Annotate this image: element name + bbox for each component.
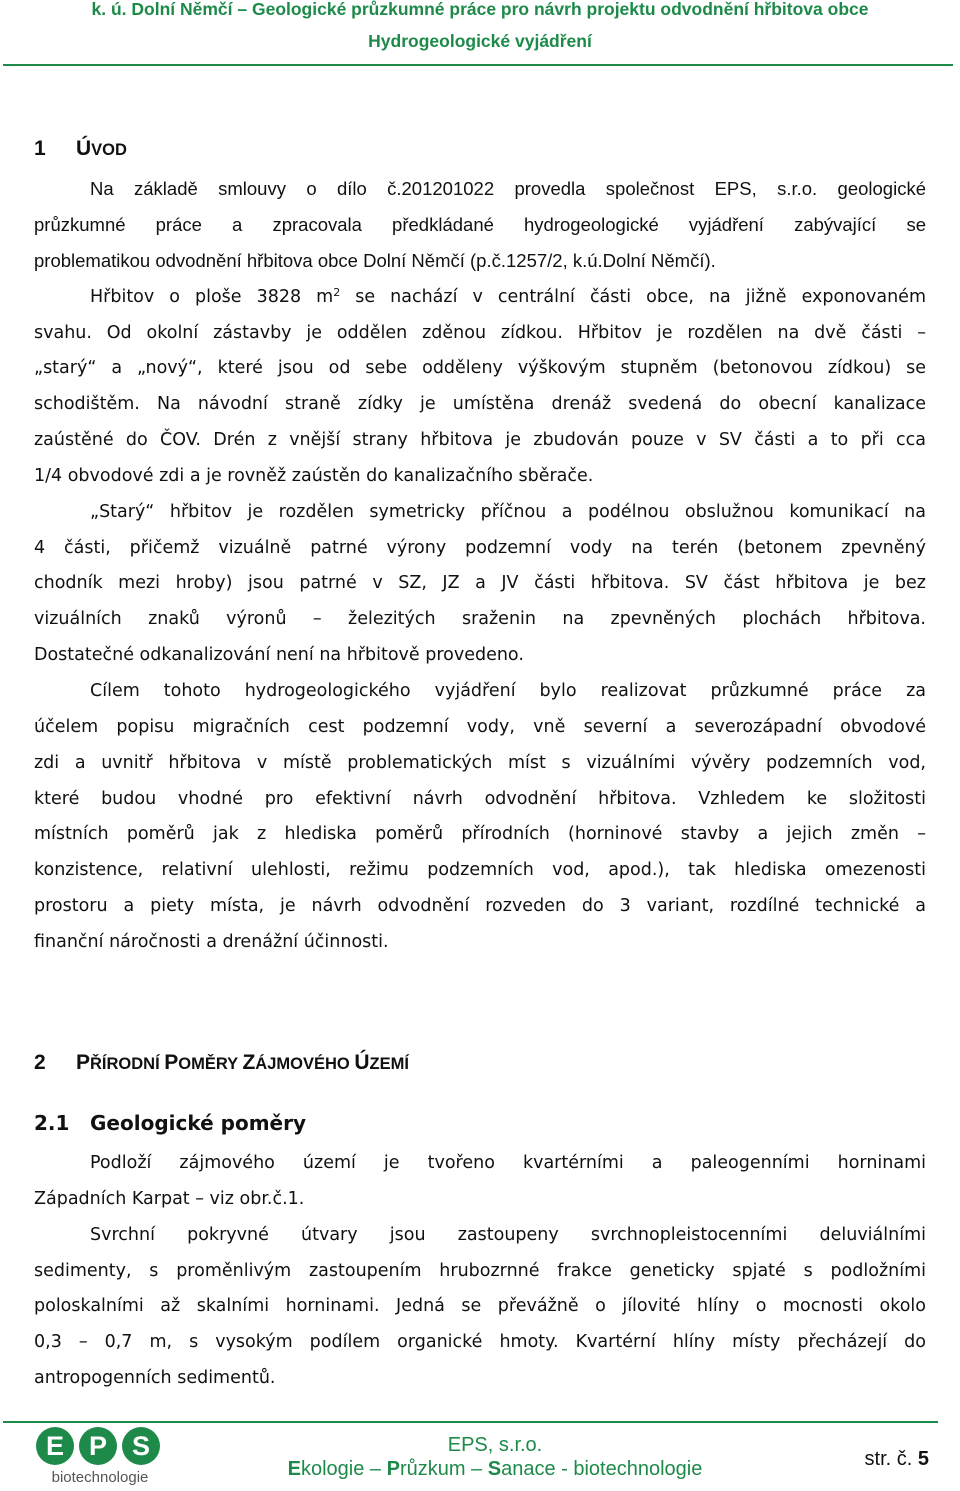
paragraph-line: místních poměrů jak z hlediska poměrů přírodních (horninové stavby a jejich změn – (34, 824, 926, 844)
paragraph-line: poloskalními až skalními horninami. Jedná se převážně o jílovité hlíny o mocnosti okolo (34, 1296, 926, 1316)
section-number: 1 (34, 137, 46, 160)
footer-company: EPS, s.r.o. (447, 1434, 543, 1456)
logo-letter: P (88, 1431, 108, 1461)
footer-divider (3, 1421, 938, 1423)
logo-subtitle: biotechnologie (51, 1469, 149, 1486)
logo-letter: S (131, 1431, 151, 1461)
paragraph-line: 4 části, přičemž vizuálně patrné výrony podzemní vody na terén (betonem zpevněný (34, 538, 926, 558)
header-divider (3, 64, 953, 66)
section-number: 2 (34, 1051, 46, 1074)
paragraph-line: průzkumné práce a zpracovala předkládané hydrogeologické vyjádření zabývající se (34, 214, 926, 235)
logo-letter: E (45, 1431, 65, 1461)
paragraph-line: Západních Karpat – viz obr.č.1. (34, 1189, 305, 1209)
paragraph-line: zaústěné do ČOV. Drén z vnější strany hřbitova je zbudován pouze v SV části a to při cca (34, 430, 926, 450)
paragraph-line: chodník mezi hroby) jsou patrné v SZ, JZ a JV části hřbitova. SV část hřbitova je bez (34, 573, 926, 593)
paragraph-line: antropogenních sedimentů. (34, 1368, 276, 1388)
header-title: k. ú. Dolní Němčí – Geologické průzkumné práce pro návrh projektu odvodnění hřbitova obce (91, 0, 869, 19)
paragraph-line: Podloží zájmového území je tvořeno kvartérními a paleogenními horninami (90, 1153, 926, 1173)
paragraph-line: Cílem tohoto hydrogeologického vyjádření bylo realizovat průzkumné práce za (90, 681, 926, 701)
paragraph-line: 0,3 – 0,7 m, s vysokým podílem organické hmoty. Kvartérní hlíny místy přecházejí do (34, 1332, 926, 1352)
section-1-heading: 1 ÚVOD (34, 137, 127, 160)
paragraph-line: Hřbitov o ploše 3828 $m^2$ se nachází v centrální části obce, na jižně exponovaném (90, 286, 926, 307)
paragraph-line: Dostatečné odkanalizování není na hřbitově provedeno. (34, 645, 524, 665)
footer-motto: Ekologie – Průzkum – Sanace - biotechnologie (287, 1458, 703, 1480)
subsection-title: Geologické poměry (90, 1111, 306, 1135)
paragraph-line: sedimenty, s proměnlivým zastoupením hrubozrnné frakce geneticky spjaté s podložními (34, 1261, 926, 1281)
paragraph-line: „starý“ a „nový“, které jsou od sebe odděleny výškovým stupněm (betonovou zídkou) se (34, 358, 926, 378)
paragraph-line: problematikou odvodnění hřbitova obce Dolní Němčí (p.č.1257/2, k.ú.Dolní Němčí). (34, 250, 716, 271)
subsection-2-1-heading (34, 1111, 306, 1135)
subsection-number: 2.1 (34, 1111, 70, 1135)
paragraph-line: finanční náročnosti a drenážní účinnosti. (34, 932, 389, 952)
header-subtitle: Hydrogeologické vyjádření (368, 31, 592, 51)
paragraph-line: účelem popisu migračních cest podzemní vody, vně severní a severozápadní obvodové (34, 717, 926, 737)
paragraph-line: zdi a uvnitř hřbitova v místě problematických míst s vizuálními vývěry podzemních vod, (34, 753, 926, 773)
section-2-heading: 2 PŘÍRODNÍ POMĚRY ZÁJMOVÉHO ÚZEMÍ (34, 1051, 409, 1074)
paragraph-line: Svrchní pokryvné útvary jsou zastoupeny svrchnopleistocenními deluviálními (90, 1225, 926, 1245)
paragraph-line: 1/4 obvodové zdi a je rovněž zaústěn do kanalizačního sběrače. (34, 466, 594, 486)
paragraph-line: které budou vhodné pro efektivní návrh odvodnění hřbitova. Vzhledem ke složitosti (34, 789, 926, 809)
paragraph-line: svahu. Od okolní zástavby je oddělen zděnou zídkou. Hřbitov je rozdělen na dvě části – (34, 323, 926, 343)
page-number: str. č. 5 (864, 1448, 929, 1470)
paragraph-line: schodištěm. Na návodní straně zídky je umístěna drenáž svedená do obecní kanalizace (34, 394, 926, 414)
paragraph-line: konzistence, relativní ulehlosti, režimu podzemních vod, apod.), tak hlediska omezenosti (34, 860, 926, 880)
paragraph-line: „Starý“ hřbitov je rozdělen symetricky příčnou a podélnou obslužnou komunikací na (90, 502, 926, 522)
paragraph-line: vizuálních znaků výronů – železitých sraženin na zpevněných plochách hřbitova. (34, 609, 926, 629)
paragraph-line: Na základě smlouvy o dílo č.201201022 provedla společnost EPS, s.r.o. geologické (90, 178, 926, 199)
paragraph-line: prostoru a piety místa, je návrh odvodnění rozveden do 3 variant, rozdílné technické a (34, 896, 926, 916)
